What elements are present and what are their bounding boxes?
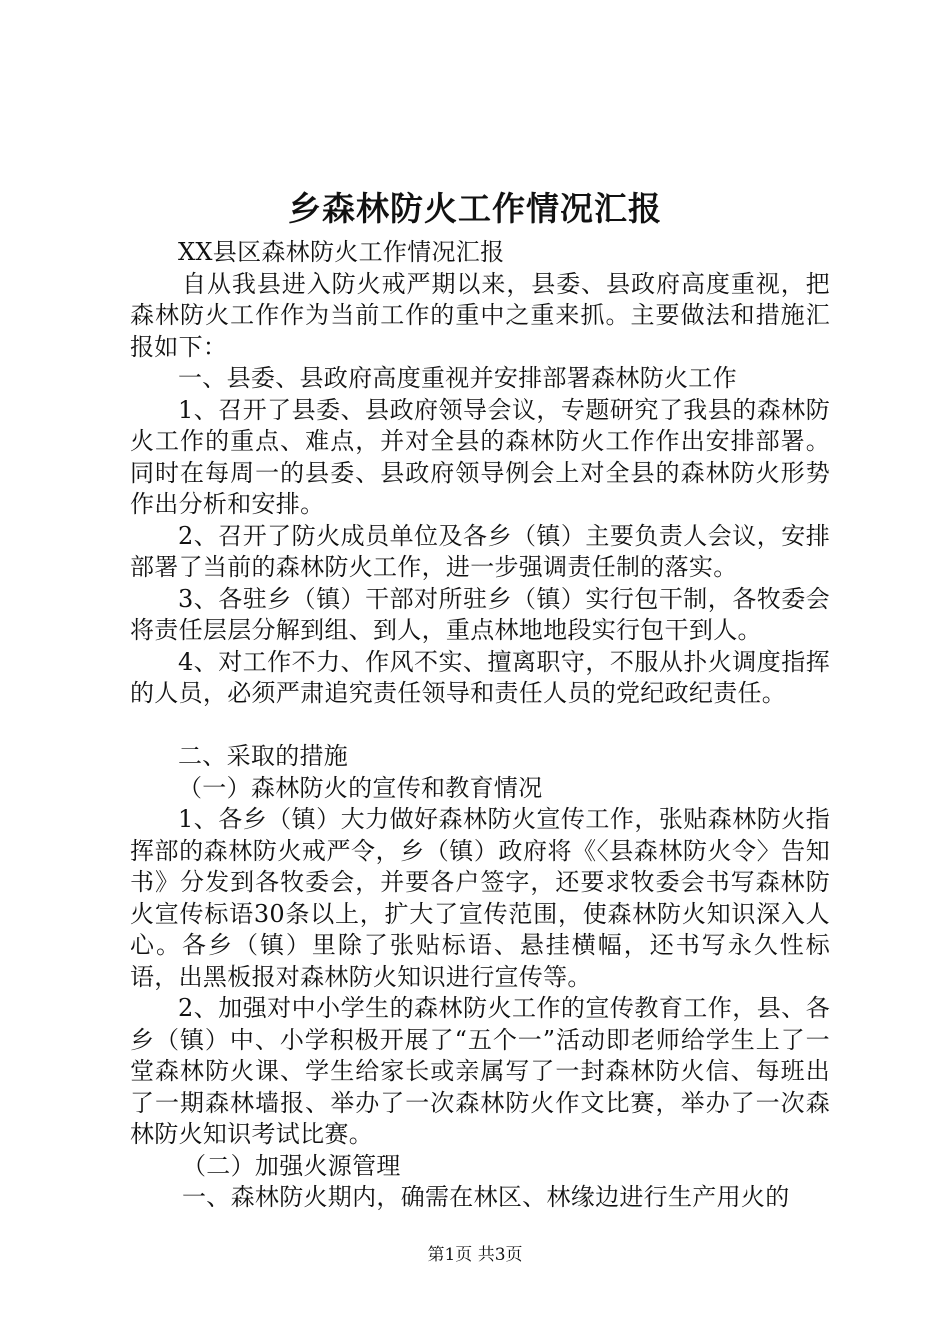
paragraph-item-1: 1、召开了县委、县政府领导会议，专题研究了我县的森林防火工作的重点、难点，并对全县的森林防火工作作出安排部署。同时在每周一的县委、县政府领导例会上对全县的森林防火形势作出分析和安排。 [130, 395, 830, 518]
paragraph-item-4: 4、对工作不力、作风不实、擅离职守，不服从扑火调度指挥的人员，必须严肃追究责任领导和责任人员的党纪政纪责任。 [130, 647, 830, 707]
paragraph-measure-1: 1、各乡（镇）大力做好森林防火宣传工作，张贴森林防火指挥部的森林防火戒严令，乡（镇）政府将《〈县森林防火令〉告知书》分发到各牧委会，并要各户签字，还要求牧委会书写森林防火宣传标语30条以上，扩大了宣传范围，使森林防火知识深入人心。各乡（镇）里除了张贴标语、悬挂横幅，还书写永久性标语，出黑板报对森林防火知识进行宣传等。 [130, 805, 830, 991]
subsection-heading-2: （二）加强火源管理 [182, 1151, 401, 1180]
paragraph-intro: 自从我县进入防火戒严期以来，县委、县政府高度重视，把森林防火工作作为当前工作的重中之重来抓。主要做法和措施汇报如下： [130, 269, 830, 361]
paragraph-subtitle: XX县区森林防火工作情况汇报 [178, 238, 505, 266]
document-body [130, 237, 830, 1214]
section-heading-2: 二、采取的措施 [178, 742, 349, 770]
document-title: 乡森林防火工作情况汇报 [288, 189, 662, 228]
page-footer: 第1页 共3页 [427, 1245, 523, 1265]
paragraph-fire-source: 一、森林防火期内，确需在林区、林缘边进行生产用火的 [182, 1183, 790, 1211]
paragraph-item-3: 3、各驻乡（镇）干部对所驻乡（镇）实行包干制，各牧委会将责任层层分解到组、到人，重点林地地段实行包干到人。 [130, 584, 830, 644]
paragraph-item-2: 2、召开了防火成员单位及各乡（镇）主要负责人会议，安排部署了当前的森林防火工作，进一步强调责任制的落实。 [130, 521, 830, 581]
paragraph-measure-2: 2、加强对中小学生的森林防火工作的宣传教育工作，县、各乡（镇）中、小学积极开展了“五个一”活动即老师给学生上了一堂森林防火课、学生给家长或亲属写了一封森林防火信、每班出了一期森林墙报、举办了一次森林防火作文比赛，举办了一次森林防火知识考试比赛。 [130, 994, 830, 1148]
paragraph-gap [130, 710, 830, 742]
subsection-heading-1: （一）森林防火的宣传和教育情况 [178, 773, 543, 802]
section-heading-1: 一、县委、县政府高度重视并安排部署森林防火工作 [178, 364, 737, 392]
